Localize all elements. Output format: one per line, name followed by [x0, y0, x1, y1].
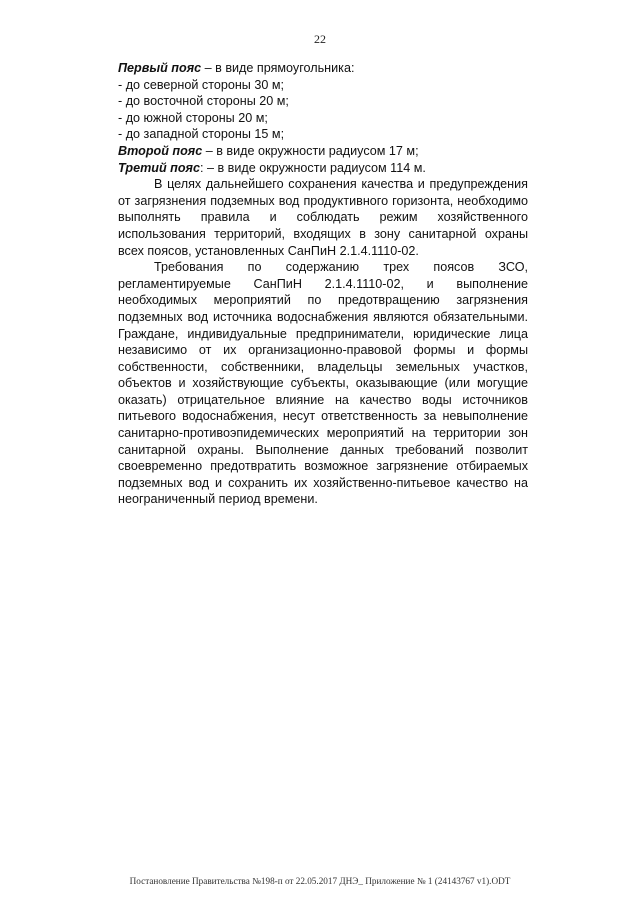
first-zone-line — [118, 60, 528, 77]
paragraph-requirements: Требования по содержанию трех поясов ЗСО, регламентируемые СанПиН 2.1.4.1110-02, и выполнение необходимых мероприятий по предотвращению загрязнения подземных вод источника водоснабжения являются обязательными. Граждане, индивидуальные предприниматели, юридические лица независимо от их организационно-правовой формы и формы собственности, собственники, владельцы земельных участков, объектов и хозяйствующие субъекты, оказывающие (или могущие оказать) отрицательное влияние на качество воды источников питьевого водоснабжения, несут ответственность за невыполнение санитарно-противоэпидемических мероприятий на территории зон санитарной охраны. Выполнение данных требований позволит своевременно предотвратить возможное загрязнение отбираемых подземных вод и сохранить их хозяйственно-питьевое качество на неограниченный период времени. — [118, 260, 528, 507]
second-zone-line — [118, 143, 528, 160]
paragraph-preservation: В целях дальнейшего сохранения качества и предупреждения от загрязнения подземных вод продуктивного горизонта, необходимо выполнять правила и соблюдать режим хозяйственного использования территорий, входящих в зону санитарной охраны всех поясов, установленных СанПиН 2.1.4.1110-02. — [118, 177, 528, 258]
side-west: - до западной стороны 15 м; — [118, 127, 285, 142]
side-south: - до южной стороны 20 м; — [118, 110, 268, 125]
document-body — [118, 60, 528, 508]
first-zone-text: – в виде прямоугольника: — [201, 61, 355, 75]
page-number: 22 — [314, 32, 326, 46]
first-zone-label: Первый пояс — [118, 61, 202, 75]
side-east: - до восточной стороны 20 м; — [118, 94, 289, 109]
side-north: - до северной стороны 30 м; — [118, 77, 284, 92]
third-zone-label: Третий пояс — [118, 160, 200, 175]
document-footer: Постановление Правительства №198-п от 22.05.2017 ДНЭ_ Приложение № 1 (24143767 v1).ODT — [129, 876, 511, 886]
second-zone-label: Второй пояс — [118, 143, 203, 158]
third-zone-text: : – в виде окружности радиусом 114 м. — [199, 160, 426, 175]
second-zone-text: – в виде окружности радиусом 17 м; — [202, 143, 419, 158]
third-zone-line — [118, 160, 528, 177]
